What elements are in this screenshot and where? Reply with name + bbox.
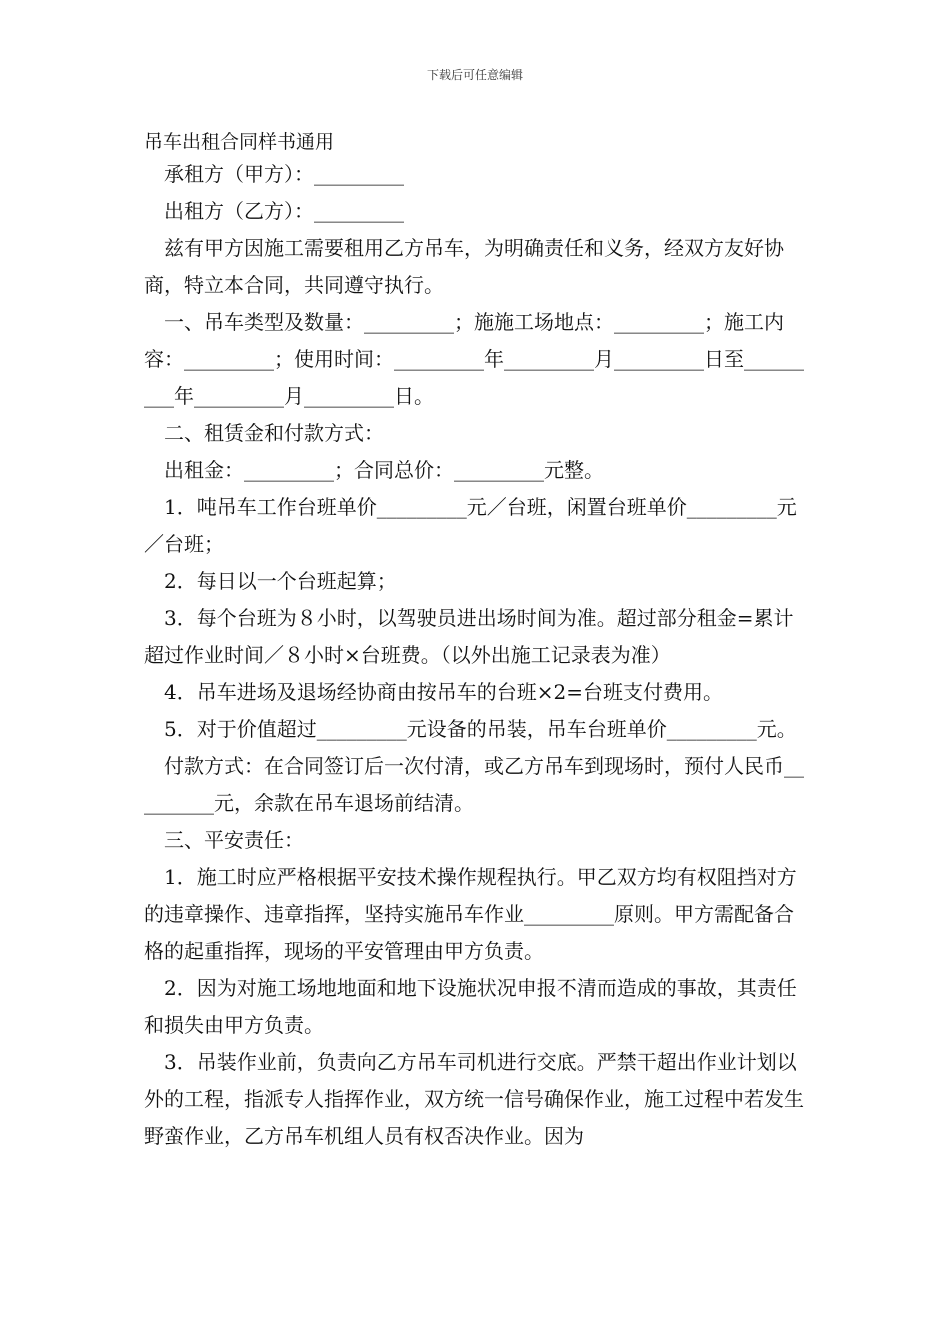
clause-2-4: 4．吊车进场及退场经协商由按吊车的台班×2=台班支付费用。 xyxy=(164,680,723,704)
page-header-note: 下载后可任意编辑 xyxy=(426,68,523,82)
clause-2-3: 3．每个台班为８小时，以驾驶员进出场时间为准。超过部分租金=累计超过作业时间／８小时×台班费。（以外出施工记录表为准） xyxy=(144,606,794,667)
clause-2-5: 5．对于价值超过_________元设备的吊装，吊车台班单价_________元。 xyxy=(164,717,797,741)
party-a-line: 承租方（甲方）：_________ xyxy=(164,162,404,186)
clause-2-2: 2．每日以一个台班起算； xyxy=(164,569,397,593)
section-2-heading: 二、租赁金和付款方式： xyxy=(164,421,384,445)
clause-3-2: 2．因为对施工场地地面和地下设施状况申报不清而造成的事故，其责任和损失由甲方负责。 xyxy=(144,976,797,1037)
section-3-heading: 三、平安责任： xyxy=(164,828,304,852)
payment-method-paragraph: 付款方式：在合同签订后一次付清，或乙方吊车到现场时，预付人民币_________元，余款在吊车退场前结清。 xyxy=(144,754,804,815)
rent-and-total-line: 出租金：_________；合同总价：_________元整。 xyxy=(164,458,604,482)
clause-3-3: 3．吊装作业前，负责向乙方吊车司机进行交底。严禁干超出作业计划以外的工程，指派专人指挥作业，双方统一信号确保作业，施工过程中若发生野蛮作业，乙方吊车机组人员有权否决作业。因为 xyxy=(144,1050,804,1148)
document-title: 吊车出租合同样书通用 xyxy=(144,131,335,153)
clause-2-1: 1．吨吊车工作台班单价_________元／台班，闲置台班单价_________元／台班； xyxy=(144,495,797,556)
section-1-crane-type: 一、吊车类型及数量：_________；施施工场地点：_________；施工内容：_________；使用时间：_________年_________月_________日至_________年_________月_________日。 xyxy=(144,310,804,408)
document-body xyxy=(144,130,808,1155)
party-b-line: 出租方（乙方）：_________ xyxy=(164,199,404,223)
preamble-paragraph: 兹有甲方因施工需要租用乙方吊车，为明确责任和义务，经双方友好协商，特立本合同，共同遵守执行。 xyxy=(144,236,784,297)
clause-3-1: 1．施工时应严格根据平安技术操作规程执行。甲乙双方均有权阻挡对方的违章操作、违章指挥，坚持实施吊车作业_________原则。甲方需配备合格的起重指挥，现场的平安管理由甲方负责。 xyxy=(144,865,797,963)
